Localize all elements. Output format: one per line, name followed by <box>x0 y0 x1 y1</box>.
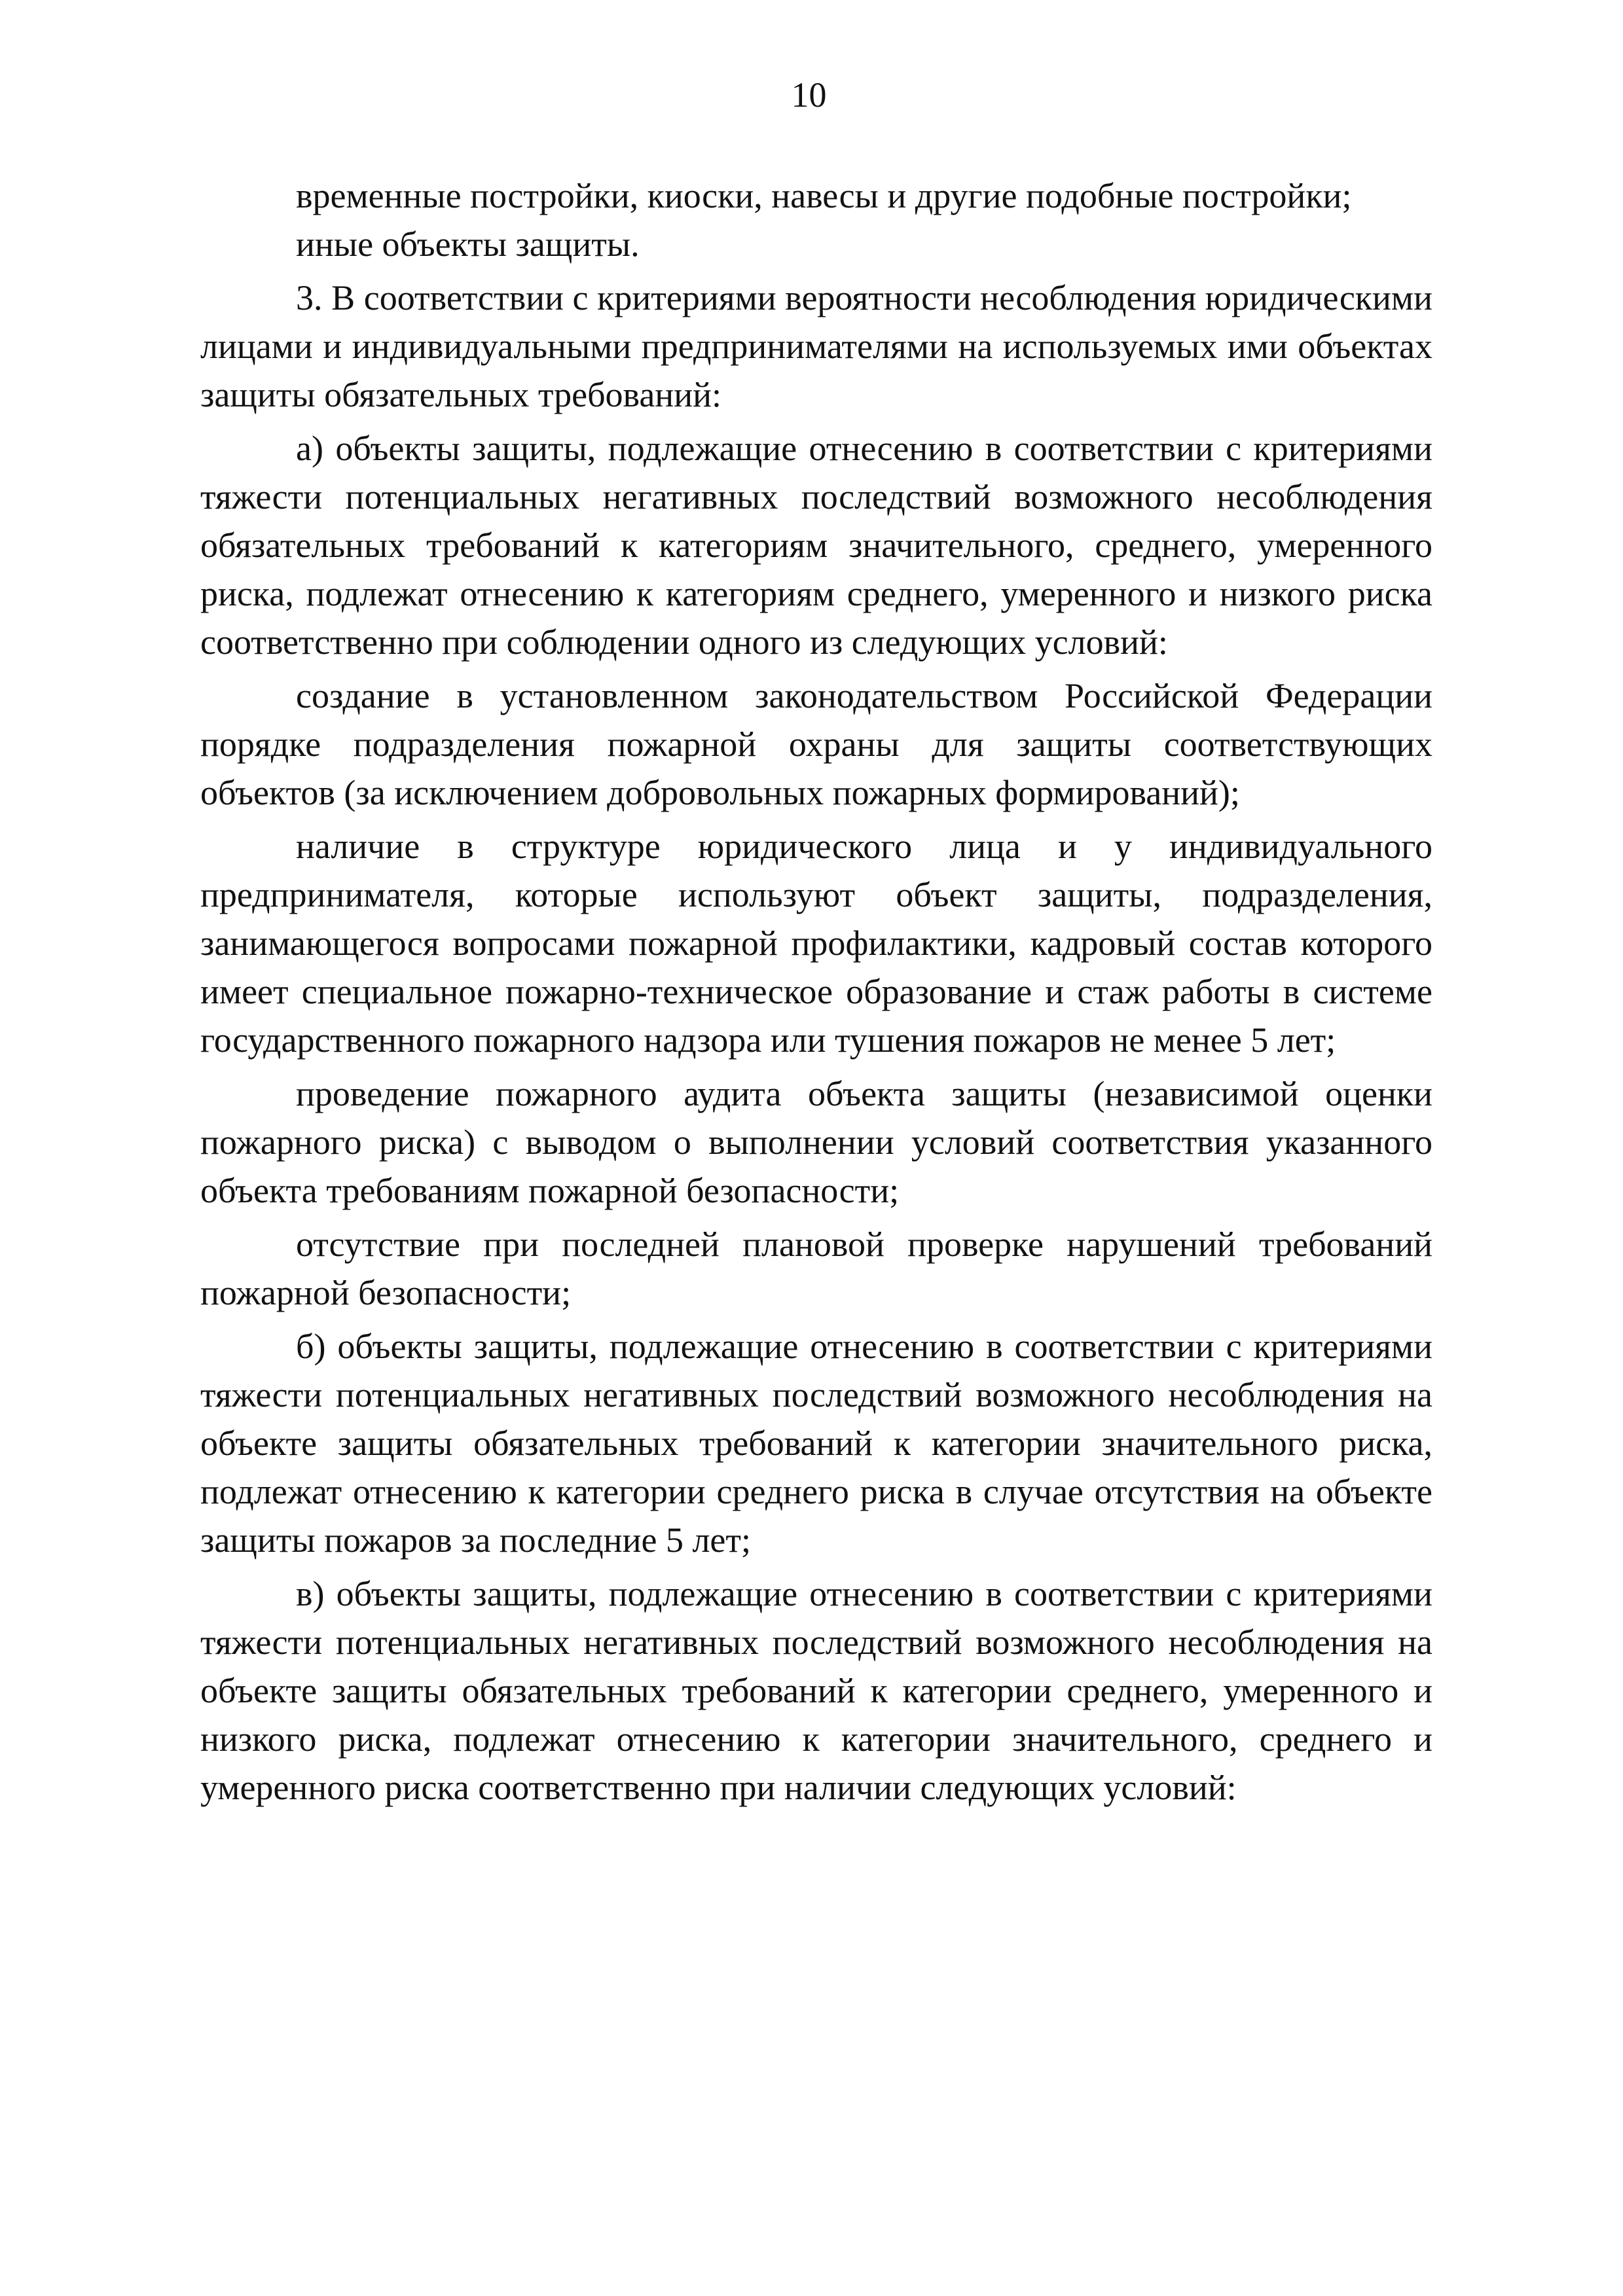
paragraph: иные объекты защиты. <box>296 224 640 264</box>
document-body <box>200 171 1432 1812</box>
paragraph: 3. В соответствии с критериями вероятности несоблюдения юридическими лицами и индивидуальными предпринимателями на используемых ими объектах защиты обязательных требований: <box>200 278 1432 414</box>
page-number: 10 <box>791 75 827 115</box>
paragraph: создание в установленном законодательством Российской Федерации порядке подразделения пожарной охраны для защиты соответствующих объектов (за исключением добровольных пожарных формирований); <box>200 676 1432 812</box>
paragraph: проведение пожарного аудита объекта защиты (независимой оценки пожарного риска) с выводом о выполнении условий соответствия указанного объекта требованиям пожарной безопасности; <box>200 1074 1432 1210</box>
paragraph: б) объекты защиты, подлежащие отнесению в соответствии с критериями тяжести потенциальных негативных последствий возможного несоблюдения на объекте защиты обязательных требований к категории значительного риска, подлежат отнесению к категории среднего риска в случае отсутствия на объекте защиты пожаров за последние 5 лет; <box>200 1327 1432 1560</box>
paragraph: отсутствие при последней плановой проверке нарушений требований пожарной безопасности; <box>200 1225 1432 1312</box>
paragraph: временные постройки, киоски, навесы и другие подобные постройки; <box>296 176 1352 215</box>
paragraph: наличие в структуре юридического лица и у индивидуального предпринимателя, которые используют объект защиты, подразделения, занимающегося вопросами пожарной профилактики, кадровый состав которого имеет специальное пожарно-техническое образование и стаж работы в системе государственного пожарного надзора или тушения пожаров не менее 5 лет; <box>200 827 1432 1060</box>
paragraph: а) объекты защиты, подлежащие отнесению в соответствии с критериями тяжести потенциальных негативных последствий возможного несоблюдения обязательных требований к категориям значительного, среднего, умеренного риска, подлежат отнесению к категориям среднего, умеренного и низкого риска соответственно при соблюдении одного из следующих условий: <box>200 429 1432 662</box>
paragraph: в) объекты защиты, подлежащие отнесению в соответствии с критериями тяжести потенциальных негативных последствий возможного несоблюдения на объекте защиты обязательных требований к категории среднего, умеренного и низкого риска, подлежат отнесению к категории значительного, среднего и умеренного риска соответственно при наличии следующих условий: <box>200 1574 1432 1807</box>
